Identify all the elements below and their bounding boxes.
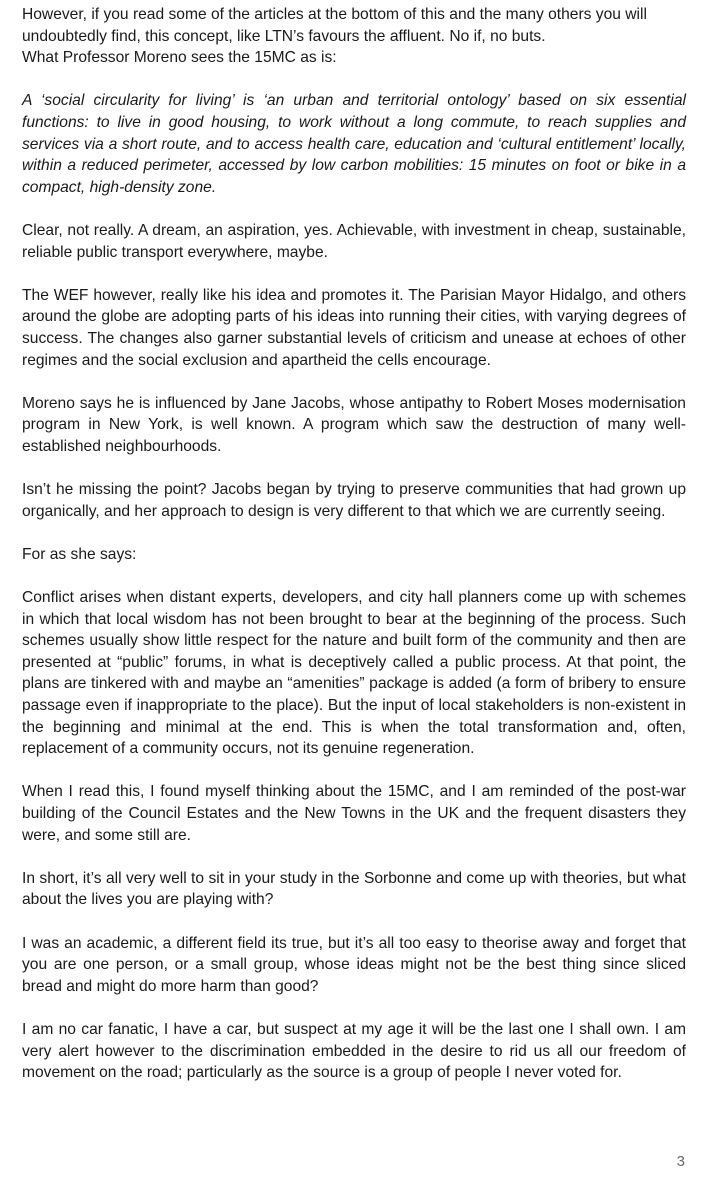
page-number: 3 bbox=[676, 1153, 685, 1170]
paragraph-academic: I was an academic, a different field its true, but it’s all too easy to theorise away and forget that you are one person, or a small group, whose ideas might not be the best thing since sliced bread and might do more harm than good? bbox=[22, 934, 686, 995]
paragraph-intro bbox=[22, 4, 686, 69]
paragraph-as-she-says: For as she says: bbox=[22, 545, 137, 563]
paragraph-wef: The WEF however, really like his idea and promotes it. The Parisian Mayor Hidalgo, and others around the globe are adopting parts of his ideas into running their cities, with varying degrees of success. The changes also garner substantial levels of criticism and unease at echoes of other regimes and the social exclusion and apartheid the cells encourage. bbox=[22, 286, 686, 369]
paragraph-jane-jacobs: Moreno says he is influenced by Jane Jacobs, whose antipathy to Robert Moses modernisation program in New York, is well known. A program which saw the destruction of many well-established neighbourhoods. bbox=[22, 394, 686, 455]
paragraph-sorbonne: In short, it’s all very well to sit in your study in the Sorbonne and come up with theories, but what about the lives you are playing with? bbox=[22, 869, 686, 909]
quote-jacobs-conflict: Conflict arises when distant experts, developers, and city hall planners come up with schemes in which that local wisdom has not been brought to bear at the beginning of the process. Such schemes usually show little respect for the nature and built form of the community and then are presented at “public” forums, in what is deceptively called a public process. At that point, the plans are tinkered with and maybe an “amenities” package is added (a form of bribery to ensure passage even if inappropriate to the place). But the input of local stakeholders is non-existent in the beginning and minimal at the end. This is when the total transformation and, often, replacement of a community occurs, not its genuine regeneration. bbox=[22, 589, 686, 758]
intro-lead-in: What Professor Moreno sees the 15MC as is: bbox=[22, 49, 337, 67]
document-page bbox=[22, 4, 686, 1105]
intro-line: However, if you read some of the articles at the bottom of this and the many others you will undoubtedly find, this concept, like LTN’s favours the affluent. No if, no buts. bbox=[22, 6, 647, 45]
paragraph-clear-not-really: Clear, not really. A dream, an aspiration, yes. Achievable, with investment in cheap, sustainable, reliable public transport everywhere, maybe. bbox=[22, 221, 686, 261]
paragraph-car: I am no car fanatic, I have a car, but suspect at my age it will be the last one I shall own. I am very alert however to the discrimination embedded in the desire to rid us all our freedom of movement on the road; particularly as the source is a group of people I never voted for. bbox=[22, 1020, 686, 1082]
paragraph-council-estates: When I read this, I found myself thinking about the 15MC, and I am reminded of the post-war building of the Council Estates and the New Towns in the UK and the frequent disasters they were, and some still are. bbox=[22, 783, 686, 844]
paragraph-missing-point: Isn’t he missing the point? Jacobs began by trying to preserve communities that had grown up organically, and her approach to design is very different to that which we are currently seeing. bbox=[22, 481, 686, 520]
quote-moreno-definition: A ‘social circularity for living’ is ‘an urban and territorial ontology’ based on six essential functions: to live in good housing, to work without a long commute, to reach supplies and services via a short route, and to access health care, education and ‘cultural entitlement’ locally, within a reduced perimeter, accessed by low carbon mobilities: 15 minutes on foot or bike in a compact, high-density zone. bbox=[22, 92, 686, 196]
